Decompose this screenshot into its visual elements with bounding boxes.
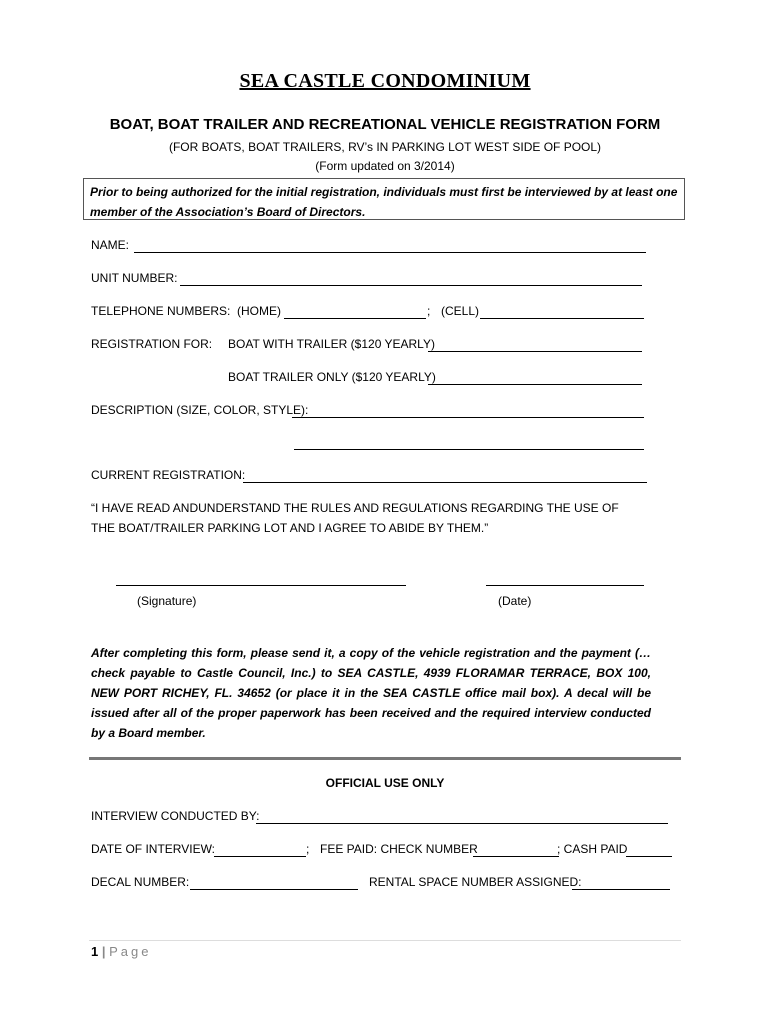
decal-number-field[interactable] [190,889,358,890]
footer-divider [89,940,681,941]
date-of-interview-field[interactable] [214,856,306,857]
home-phone-label: (HOME) [237,304,281,318]
telephone-label: TELEPHONE NUMBERS: [91,304,231,318]
form-updated-note: (Form updated on 3/2014) [315,159,455,173]
fee-paid-check-label: FEE PAID: CHECK NUMBER [320,842,478,856]
interview-separator: ; [306,842,310,856]
boat-with-trailer-field[interactable] [428,351,642,352]
cash-paid-label: ; CASH PAID [557,842,628,856]
page-footer [91,944,152,959]
interview-notice-box: Prior to being authorized for the initial registration, individuals must first be interviewed by at least one member of the Association’s Board of Directors. [83,178,685,220]
form-title: SEA CASTLE CONDOMINIUM [239,70,531,92]
name-label: NAME: [91,238,130,252]
unit-number-label: UNIT NUMBER: [91,271,178,285]
description-field-line-1[interactable] [292,417,644,418]
date-of-interview-label: DATE OF INTERVIEW: [91,842,216,856]
description-label: DESCRIPTION (SIZE, COLOR, STYLE): [91,403,309,417]
cash-paid-field[interactable] [626,856,672,857]
registration-for-label: REGISTRATION FOR: [91,337,213,351]
form-scope-note: (FOR BOATS, BOAT TRAILERS, RV’s IN PARKING LOT WEST SIDE OF POOL) [168,140,602,154]
page-word: Page [109,944,152,959]
rental-space-field[interactable] [572,889,670,890]
boat-trailer-only-label: BOAT TRAILER ONLY ($120 YEARLY) [228,370,436,384]
rental-space-label: RENTAL SPACE NUMBER ASSIGNED: [369,875,582,889]
submission-instructions: After completing this form, please send it, a copy of the vehicle registration and the payment (…check payable to Castle Council, Inc.) to SEA CASTLE, 4939 FLORAMAR TERRACE, BOX 100, NEW PORT RICHEY, FL. 34652 (or place it in the SEA CASTLE office mail box). A decal will be issued after all of the proper paperwork has been received and the required interview conducted by a Board member. [91,646,651,740]
home-phone-field[interactable] [284,318,426,319]
current-registration-field[interactable] [243,482,647,483]
name-field[interactable] [134,252,646,253]
interview-conducted-label: INTERVIEW CONDUCTED BY: [91,809,260,823]
date-label: (Date) [498,594,532,608]
description-field-line-2[interactable] [294,449,644,450]
current-registration-label: CURRENT REGISTRATION: [91,468,246,482]
phone-separator: ; [427,304,431,318]
page-number: 1 [91,944,99,959]
date-field[interactable] [486,585,644,586]
interview-conducted-field[interactable] [256,823,668,824]
signature-field[interactable] [116,585,406,586]
decal-number-label: DECAL NUMBER: [91,875,190,889]
section-divider [89,757,681,760]
agreement-statement: “I HAVE READ ANDUNDERSTAND THE RULES AND REGULATIONS REGARDING THE USE OF THE BOAT/TRAILER PARKING LOT AND I AGREE TO ABIDE BY THEM.” [91,501,619,535]
form-subtitle: BOAT, BOAT TRAILER AND RECREATIONAL VEHICLE REGISTRATION FORM [109,116,661,133]
cell-phone-label: (CELL) [441,304,480,318]
official-use-heading: OFFICIAL USE ONLY [325,776,445,790]
page-separator: | [101,944,106,959]
check-number-field[interactable] [473,856,559,857]
boat-trailer-only-field[interactable] [428,384,642,385]
unit-number-field[interactable] [180,285,642,286]
cell-phone-field[interactable] [480,318,644,319]
signature-label: (Signature) [137,594,197,608]
boat-with-trailer-label: BOAT WITH TRAILER ($120 YEARLY) [228,337,435,351]
